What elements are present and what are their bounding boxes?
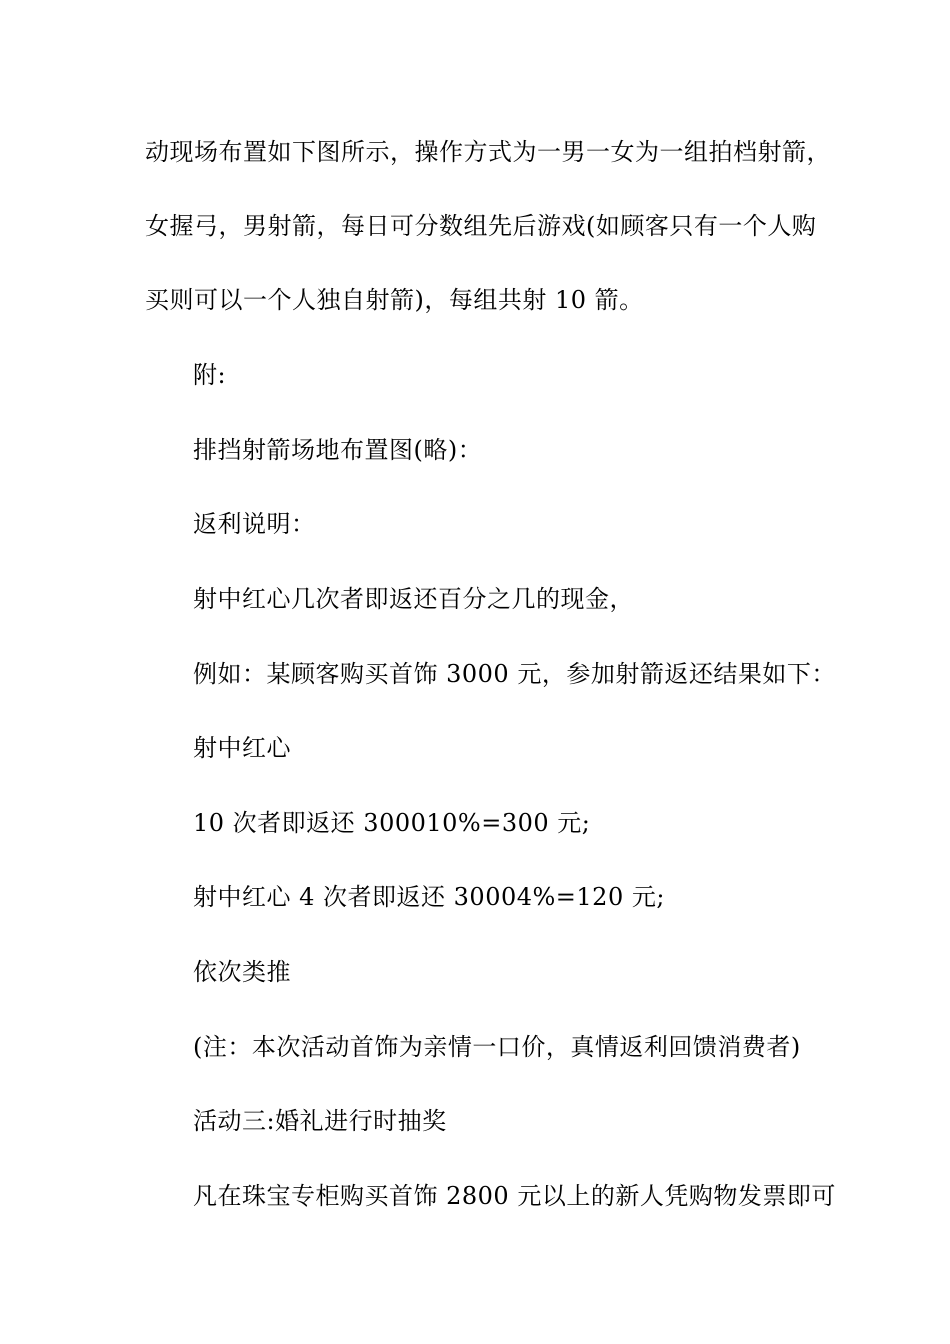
paragraph-line: 射中红心几次者即返还百分之几的现金， xyxy=(193,585,634,613)
paragraph-line: 依次类推 xyxy=(193,958,291,986)
paragraph-line: 凡在珠宝专柜购买首饰 2800 元以上的新人凭购物发票即可 xyxy=(193,1182,836,1210)
paragraph-line: 射中红心 xyxy=(193,734,291,762)
paragraph-line: 买则可以一个人独自射箭)，每组共射 10 箭。 xyxy=(145,286,644,314)
paragraph-line: 射中红心 4 次者即返还 30004%=120 元; xyxy=(193,883,665,911)
paragraph-line: 女握弓，男射箭，每日可分数组先后游戏(如顾客只有一个人购 xyxy=(145,212,817,240)
paragraph-line: 动现场布置如下图所示，操作方式为一男一女为一组拍档射箭， xyxy=(145,138,831,166)
paragraph-line: 排挡射箭场地布置图(略)： xyxy=(193,436,483,464)
section-heading: 返利说明： xyxy=(193,510,316,538)
paragraph-line: 例如：某顾客购买首饰 3000 元，参加射箭返还结果如下： xyxy=(193,660,836,688)
note-line: (注：本次活动首饰为亲情一口价，真情返利回馈消费者) xyxy=(193,1033,801,1061)
section-heading: 活动三:婚礼进行时抽奖 xyxy=(193,1107,447,1135)
paragraph-line: 10 次者即返还 300010%=300 元; xyxy=(193,809,591,837)
appendix-label: 附: xyxy=(193,361,227,389)
